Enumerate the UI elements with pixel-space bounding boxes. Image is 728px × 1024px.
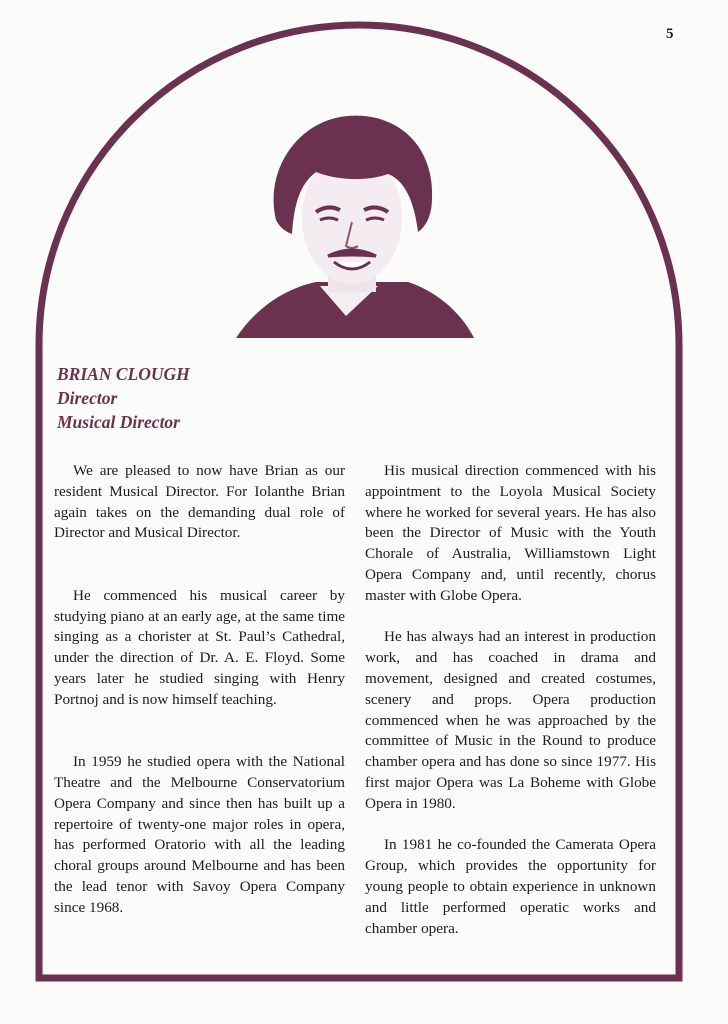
paragraph: He has always had an interest in production work, and has coached in drama and movement, designed and created costumes, scenery and props. Opera production commenced when he was approached by the committee of Music in the Round to produce chamber opera and has done so since 1977. His first major Opera was La Boheme with Globe Opera in 1980.: [365, 628, 656, 812]
paragraph: In 1959 he studied opera with the National Theatre and the Melbourne Conservatorium Opera Company and since then has built up a repertoire of twenty-one major roles in opera, has performed Oratorio with all the leading choral groups around Melbourne and has been the lead tenor with Savoy Opera Company since 1968.: [54, 753, 345, 916]
portrait-photo-icon: [228, 100, 478, 345]
paragraph: In 1981 he co-founded the Camerata Opera Group, which provides the opportunity for young people to obtain experience in unknown and little performed operatic works and chamber opera.: [365, 836, 656, 937]
paragraph: His musical direction commenced with his appointment to the Loyola Musical Society where he worked for several years. He has also been the Director of Music with the Youth Chorale of Australia, Williamstown Light Opera Company and, until recently, chorus master with Globe Opera.: [365, 462, 656, 604]
role-musical-director: Musical Director: [57, 412, 180, 432]
person-name: BRIAN CLOUGH: [57, 364, 190, 384]
right-column: [365, 461, 656, 939]
role-director: Director: [57, 388, 118, 408]
paragraph: We are pleased to now have Brian as our resident Musical Director. For Iolanthe Brian again takes on the demanding dual role of Director and Musical Director.: [54, 462, 345, 542]
bio-heading: [57, 362, 190, 434]
left-column: [54, 461, 345, 919]
paragraph: He commenced his musical career by studying piano at an early age, at the same time singing as a chorister at St. Paul’s Cathedral, under the direction of Dr. A. E. Floyd. Some years later he studied singing with Henry Portnoj and is now himself teaching.: [54, 586, 345, 708]
page-number: 5: [666, 26, 674, 42]
